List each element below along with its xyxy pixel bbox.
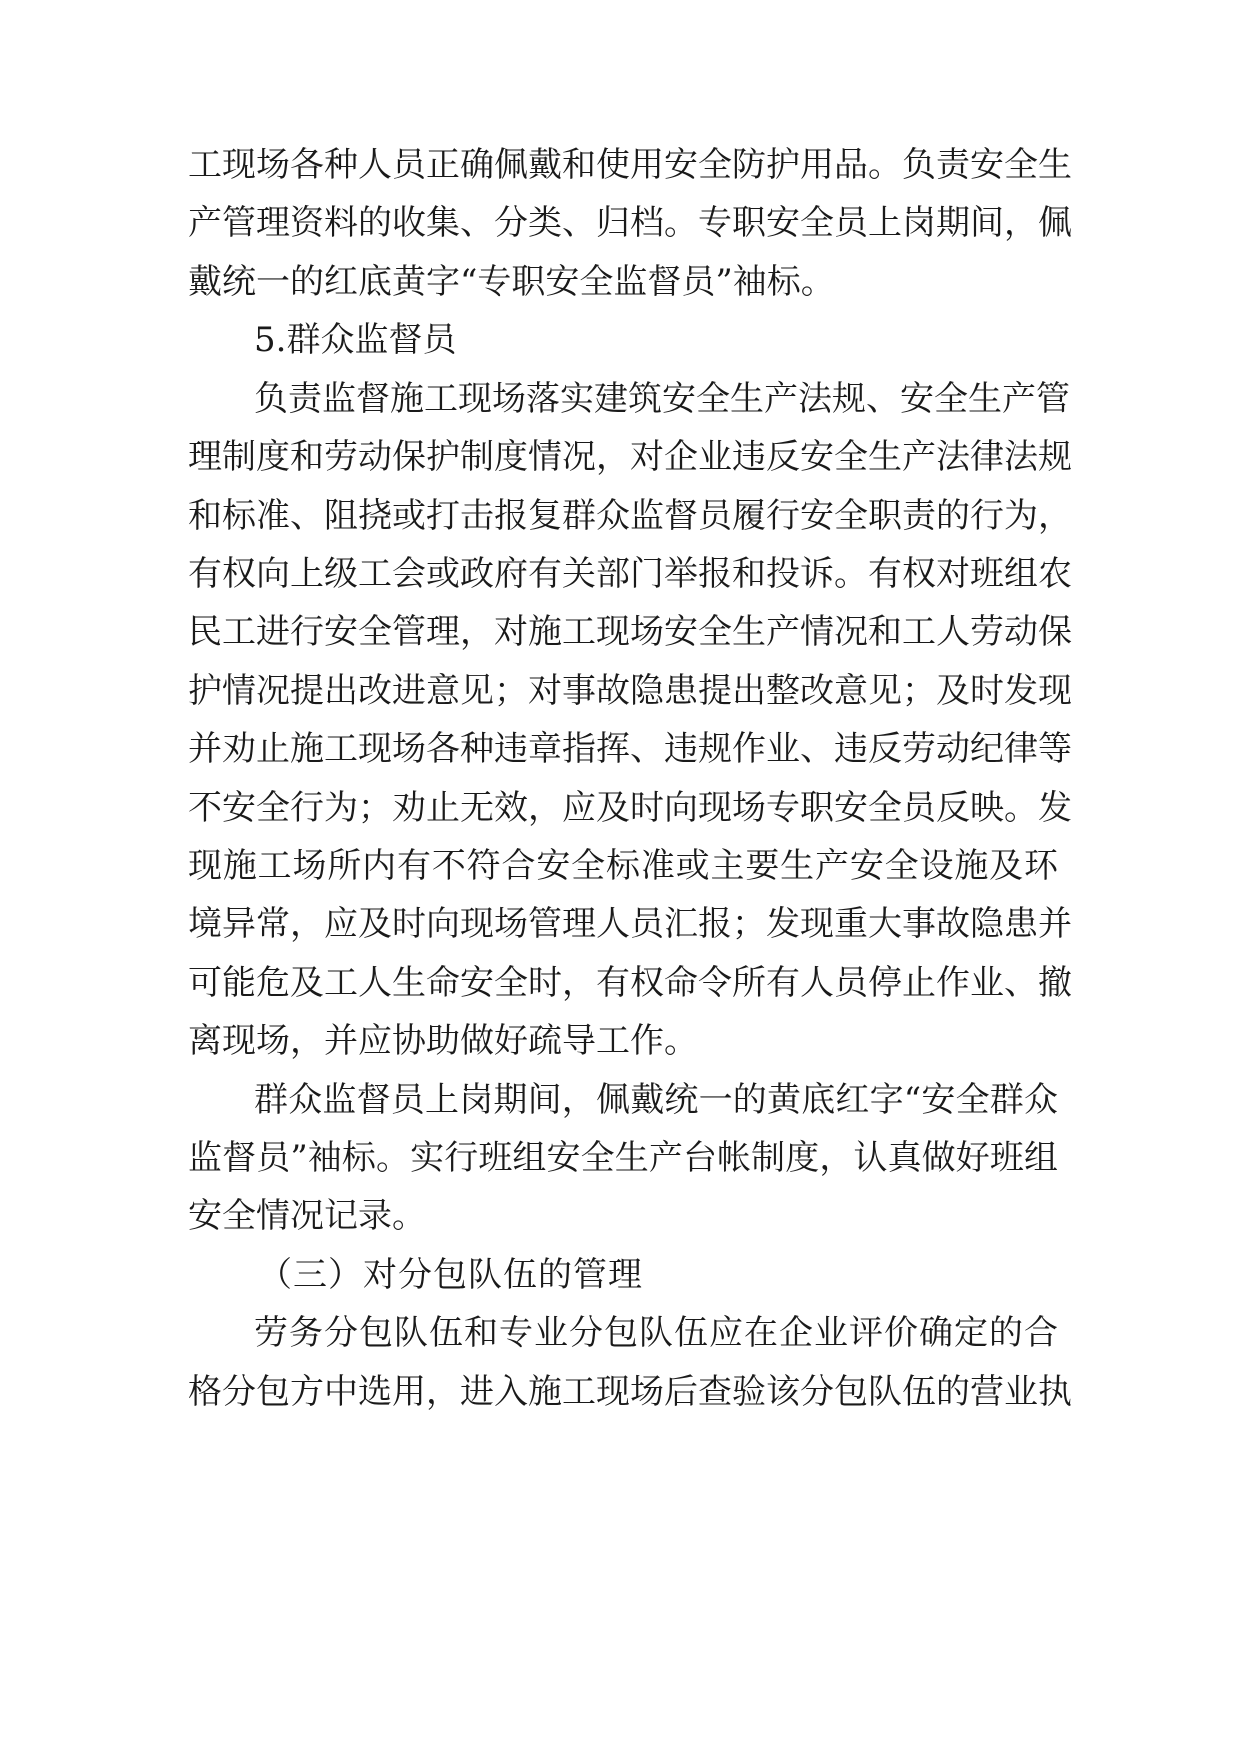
text-line: 格分包方中选用，进入施工现场后查验该分包队伍的营业执 — [188, 1372, 1072, 1412]
text-line: 监督员”袖标。实行班组安全生产台帐制度，认真做好班组 — [188, 1138, 1058, 1178]
text-line: 有权向上级工会或政府有关部门举报和投诉。有权对班组农 — [188, 554, 1072, 594]
text-line: 理制度和劳动保护制度情况，对企业违反安全生产法律法规 — [188, 437, 1072, 477]
text-line: 劳务分包队伍和专业分包队伍应在企业评价确定的合 — [254, 1313, 1058, 1353]
text-line: 护情况提出改进意见；对事故隐患提出整改意见；及时发现 — [188, 671, 1072, 711]
text-line: 群众监督员上岗期间，佩戴统一的黄底红字“安全群众 — [254, 1080, 1058, 1120]
text-line: 并劝止施工现场各种违章指挥、违规作业、违反劳动纪律等 — [188, 729, 1072, 769]
text-line: 民工进行安全管理，对施工现场安全生产情况和工人劳动保 — [188, 612, 1072, 652]
text-line: 负责监督施工现场落实建筑安全生产法规、安全生产管 — [254, 379, 1070, 419]
text-line: 境异常，应及时向现场管理人员汇报；发现重大事故隐患并 — [188, 904, 1072, 944]
text-line: 可能危及工人生命安全时，有权命令所有人员停止作业、撤 — [188, 963, 1072, 1003]
section-heading: （三）对分包队伍的管理 — [258, 1255, 643, 1295]
text-line: 现施工场所内有不符合安全标准或主要生产安全设施及环 — [188, 846, 1058, 886]
text-line: 工现场各种人员正确佩戴和使用安全防护用品。负责安全生 — [188, 145, 1072, 185]
text-line: 不安全行为；劝止无效，应及时向现场专职安全员反映。发 — [188, 788, 1072, 828]
text-line: 产管理资料的收集、分类、归档。专职安全员上岗期间，佩 — [188, 203, 1072, 243]
section-heading: 5.群众监督员 — [254, 320, 457, 360]
text-line: 安全情况记录。 — [188, 1196, 426, 1236]
text-line: 和标准、阻挠或打击报复群众监督员履行安全职责的行为， — [188, 496, 1072, 536]
text-line: 戴统一的红底黄字“专职安全监督员”袖标。 — [188, 262, 835, 302]
text-line: 离现场，并应协助做好疏导工作。 — [188, 1021, 698, 1061]
